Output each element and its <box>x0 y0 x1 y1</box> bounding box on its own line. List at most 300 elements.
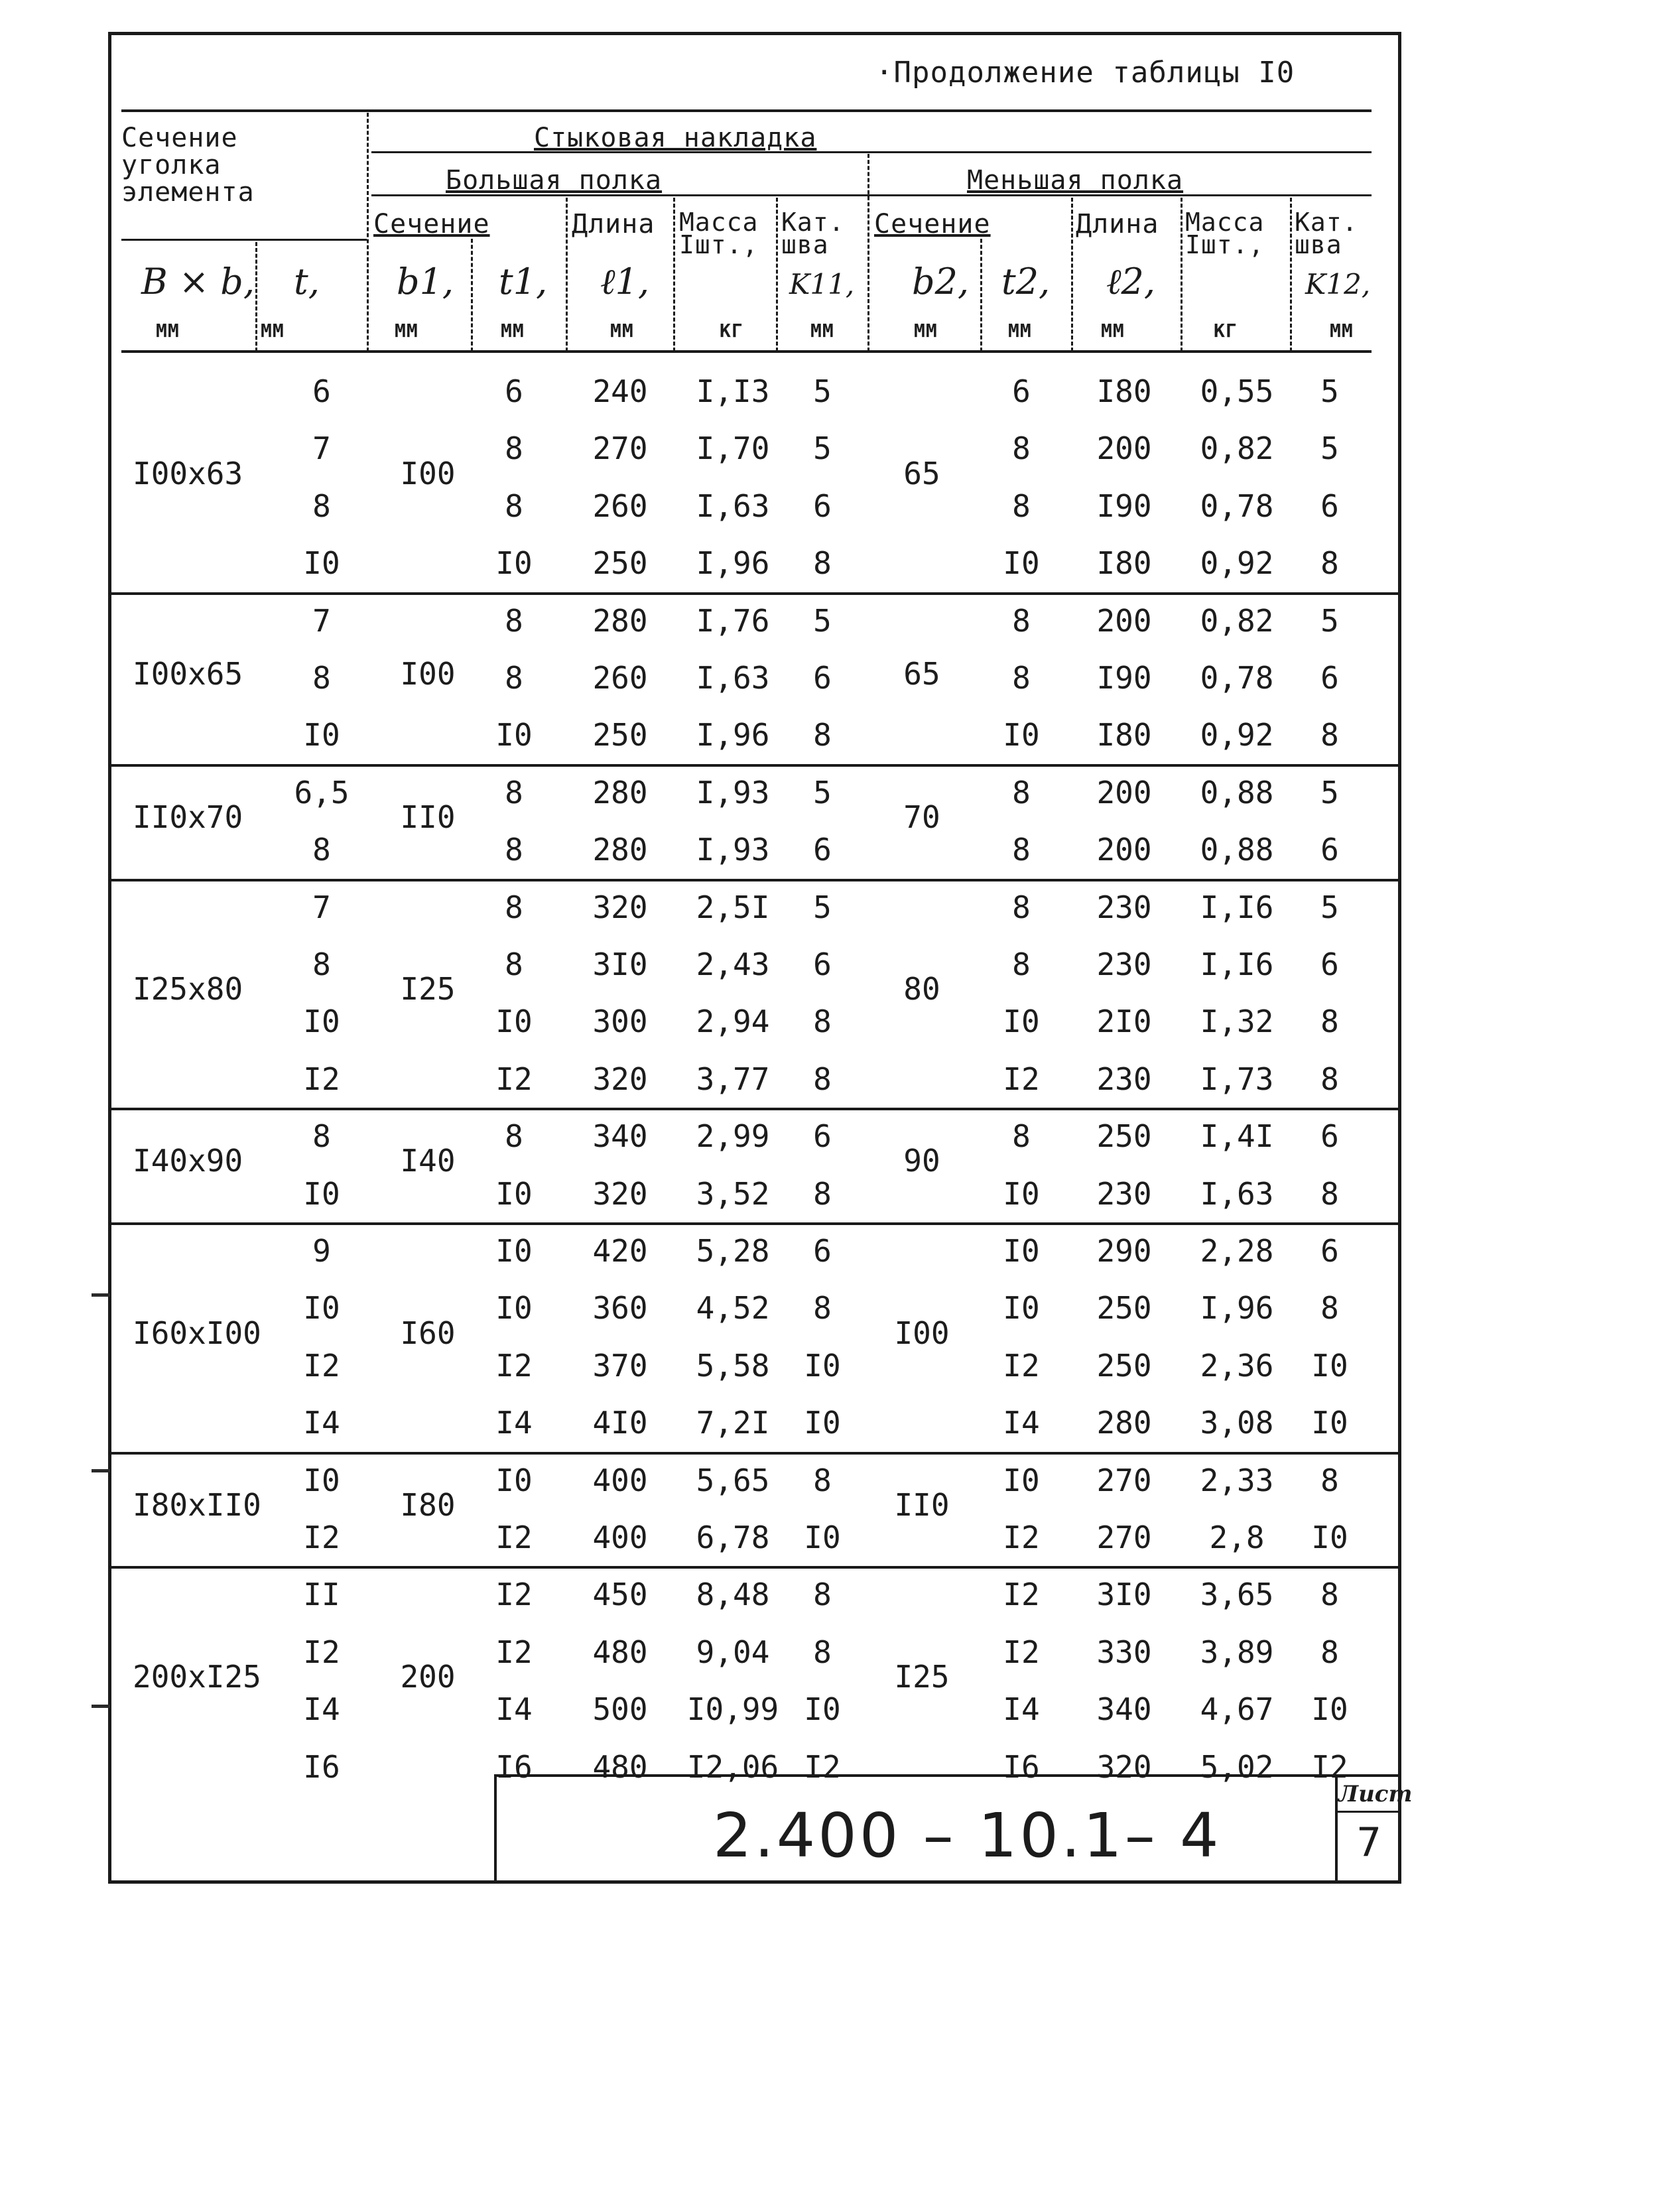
group-separator <box>111 1452 1398 1455</box>
cell-l1: 480 <box>592 1634 648 1670</box>
unit-bxb: ММ <box>156 320 180 342</box>
section-label-bottom <box>121 239 367 241</box>
cell-t2: I0 <box>1003 1233 1040 1269</box>
angle-section-cell: I80xII0 <box>133 1486 261 1523</box>
cell-m2: 0,92 <box>1200 717 1274 753</box>
cell-l1: 320 <box>592 889 648 925</box>
unit-b1: ММ <box>395 320 418 342</box>
cell-m2: 2,28 <box>1200 1233 1274 1269</box>
cell-l1: 250 <box>592 717 648 753</box>
cell-t1: I0 <box>495 717 533 753</box>
unit-t: ММ <box>261 320 285 342</box>
cell-t2: I4 <box>1003 1405 1040 1441</box>
header-bottom-line <box>121 350 1372 353</box>
cell-l2: 290 <box>1096 1233 1152 1269</box>
cell-t: I0 <box>303 1004 340 1040</box>
cell-l2: 270 <box>1096 1520 1152 1555</box>
cell-t1: I2 <box>495 1061 533 1097</box>
cell-l1: 320 <box>592 1061 648 1097</box>
cell-l1: 240 <box>592 373 648 409</box>
cell-l1: 360 <box>592 1290 648 1327</box>
stamp-top-line <box>494 1774 1401 1777</box>
cell-t: I0 <box>303 1290 340 1327</box>
cell-k2: 6 <box>1320 946 1339 982</box>
cell-m2: I,73 <box>1200 1061 1274 1097</box>
cell-k1: 5 <box>813 602 832 639</box>
cell-k1: I0 <box>804 1520 841 1555</box>
section-label: Сечение уголка элемента <box>121 123 255 208</box>
cell-t2: I0 <box>1003 545 1040 582</box>
cell-l2: 270 <box>1096 1462 1152 1498</box>
group-separator <box>111 1108 1398 1110</box>
angle-section-cell: I25x80 <box>133 971 243 1008</box>
cell-m2: 2,33 <box>1200 1462 1274 1498</box>
cell-k2: 8 <box>1320 717 1339 753</box>
cell-t1: I0 <box>495 1175 533 1212</box>
unit-b2: ММ <box>914 320 938 342</box>
cell-t2: 8 <box>1012 774 1031 811</box>
cell-t2: I2 <box>1003 1634 1040 1670</box>
large-flange-width-cell: I00 <box>400 656 456 692</box>
cell-l1: 270 <box>592 430 648 467</box>
cell-t1: I6 <box>495 1748 533 1785</box>
cell-l2: 230 <box>1096 889 1152 925</box>
sym-bxb: B × b, <box>141 261 255 302</box>
cell-k2: 5 <box>1320 373 1339 409</box>
cell-t: 8 <box>312 488 331 524</box>
large-flange-header: Большая полка <box>446 165 663 196</box>
cell-m2: I,96 <box>1200 1290 1274 1327</box>
cell-t1: 8 <box>505 602 523 639</box>
cell-m2: 0,78 <box>1200 488 1274 524</box>
cell-k2: 5 <box>1320 889 1339 925</box>
cell-k1: 5 <box>813 430 832 467</box>
cell-m2: I,I6 <box>1200 946 1274 982</box>
sep-b2-t2 <box>980 239 982 352</box>
cell-l2: I80 <box>1096 545 1152 582</box>
unit-l1: ММ <box>610 320 634 342</box>
angle-section-cell: I40x90 <box>133 1143 243 1179</box>
small-flange-width-cell: I25 <box>894 1659 950 1695</box>
cell-l2: 320 <box>1096 1748 1152 1785</box>
cell-l1: 500 <box>592 1691 648 1728</box>
cell-l1: 250 <box>592 545 648 582</box>
small-mass-sub: Масса Iшт., <box>1185 208 1265 259</box>
cell-t2: I4 <box>1003 1691 1040 1728</box>
sep-label-plate <box>367 113 369 352</box>
cell-l1: 340 <box>592 1118 648 1155</box>
sep-t2-l2 <box>1071 198 1073 352</box>
cell-t2: I0 <box>1003 1462 1040 1498</box>
cell-l2: I80 <box>1096 373 1152 409</box>
cell-m2: 2,36 <box>1200 1347 1274 1384</box>
group-separator <box>111 1222 1398 1225</box>
sep-l2-m2 <box>1181 198 1183 352</box>
cell-t: 6 <box>312 373 331 409</box>
cell-m2: 0,78 <box>1200 660 1274 696</box>
cell-k1: I0 <box>804 1405 841 1441</box>
cell-m1: I,I3 <box>696 373 770 409</box>
cell-t: I2 <box>303 1347 340 1384</box>
cell-l2: 200 <box>1096 774 1152 811</box>
cell-k1: 6 <box>813 1233 832 1269</box>
cell-k2: 8 <box>1320 1577 1339 1613</box>
sym-l2: ℓ2, <box>1106 261 1156 302</box>
sym-b2: b2, <box>912 261 970 302</box>
binding-mark-1 <box>92 1293 110 1297</box>
cell-m2: I,63 <box>1200 1175 1274 1212</box>
large-flange-width-cell: I60 <box>400 1315 456 1351</box>
small-flange-width-cell: 65 <box>903 455 940 491</box>
unit-k1: ММ <box>810 320 834 342</box>
cell-m2: 4,67 <box>1200 1691 1274 1728</box>
cell-t1: I4 <box>495 1405 533 1441</box>
small-flange-header: Меньшая полка <box>967 165 1184 196</box>
cell-k2: 6 <box>1320 1118 1339 1155</box>
group-separator <box>111 592 1398 595</box>
cell-l2: 230 <box>1096 1061 1152 1097</box>
cell-m2: 0,88 <box>1200 774 1274 811</box>
unit-m2: КГ <box>1214 320 1238 342</box>
cell-t: I4 <box>303 1405 340 1441</box>
cell-t: I4 <box>303 1691 340 1728</box>
cell-m1: I,76 <box>696 602 770 639</box>
cell-t1: 8 <box>505 832 523 868</box>
cell-k2: 8 <box>1320 1004 1339 1040</box>
unit-t1: ММ <box>501 320 525 342</box>
cell-t: 7 <box>312 889 331 925</box>
cell-l1: 480 <box>592 1748 648 1785</box>
cell-l2: 250 <box>1096 1290 1152 1327</box>
large-flange-width-cell: I25 <box>400 971 456 1008</box>
sym-k12: K12, <box>1305 268 1371 300</box>
cell-l1: 260 <box>592 660 648 696</box>
cell-t1: 8 <box>505 660 523 696</box>
cell-m1: 8,48 <box>696 1577 770 1613</box>
header-line-2 <box>371 151 1372 153</box>
cell-t: I6 <box>303 1748 340 1785</box>
sheet-number: 7 <box>1356 1819 1382 1866</box>
cell-t1: 8 <box>505 946 523 982</box>
cell-m1: I,63 <box>696 488 770 524</box>
cell-k2: 8 <box>1320 1462 1339 1498</box>
unit-t2: ММ <box>1008 320 1032 342</box>
cell-l2: 250 <box>1096 1347 1152 1384</box>
cell-t2: I2 <box>1003 1520 1040 1555</box>
sep-large-small <box>867 154 869 352</box>
cell-t: 8 <box>312 946 331 982</box>
angle-section-cell: 200xI25 <box>133 1659 261 1695</box>
cell-m2: 0,55 <box>1200 373 1274 409</box>
cell-t: 8 <box>312 1118 331 1155</box>
cell-k2: 6 <box>1320 660 1339 696</box>
cell-m1: I,96 <box>696 545 770 582</box>
cell-t: II <box>303 1577 340 1613</box>
cell-k1: 5 <box>813 889 832 925</box>
cell-l2: I80 <box>1096 717 1152 753</box>
cell-m2: 0,88 <box>1200 832 1274 868</box>
cell-m1: I,96 <box>696 717 770 753</box>
sym-l1: ℓ1, <box>600 261 650 302</box>
cell-l2: 340 <box>1096 1691 1152 1728</box>
small-flange-width-cell: 70 <box>903 799 940 835</box>
cell-m1: I,93 <box>696 774 770 811</box>
cell-t2: 8 <box>1012 889 1031 925</box>
cell-k1: 8 <box>813 1462 832 1498</box>
cell-t2: 8 <box>1012 430 1031 467</box>
cell-l2: I90 <box>1096 488 1152 524</box>
cell-l2: 250 <box>1096 1118 1152 1155</box>
cell-k2: 6 <box>1320 1233 1339 1269</box>
header-top-line <box>121 109 1372 112</box>
cell-m2: I,32 <box>1200 1004 1274 1040</box>
cell-k1: 8 <box>813 1290 832 1327</box>
cell-l1: 300 <box>592 1004 648 1040</box>
cell-m2: I,4I <box>1200 1118 1274 1155</box>
cell-t: 8 <box>312 660 331 696</box>
cell-m1: I0,99 <box>686 1691 779 1728</box>
large-length-sub: Длина <box>572 209 655 239</box>
cell-m2: 3,89 <box>1200 1634 1274 1670</box>
cell-m1: 2,5I <box>696 889 770 925</box>
cell-k2: 5 <box>1320 430 1339 467</box>
cell-m1: 2,99 <box>696 1118 770 1155</box>
cell-l1: 400 <box>592 1520 648 1555</box>
cell-m1: 3,77 <box>696 1061 770 1097</box>
cell-m1: 5,28 <box>696 1233 770 1269</box>
cell-k1: I2 <box>804 1748 841 1785</box>
cell-m2: 0,82 <box>1200 430 1274 467</box>
cell-m1: 5,65 <box>696 1462 770 1498</box>
cell-t: I0 <box>303 1175 340 1212</box>
cell-t1: I0 <box>495 1462 533 1498</box>
small-flange-width-cell: 65 <box>903 656 940 692</box>
group-separator <box>111 764 1398 767</box>
cell-l2: 200 <box>1096 832 1152 868</box>
cell-l2: 230 <box>1096 1175 1152 1212</box>
cell-k1: 5 <box>813 373 832 409</box>
cell-t1: I4 <box>495 1691 533 1728</box>
cell-t: 8 <box>312 832 331 868</box>
cell-l1: 280 <box>592 832 648 868</box>
cell-k2: 6 <box>1320 832 1339 868</box>
cell-k1: 6 <box>813 488 832 524</box>
cell-t: I0 <box>303 545 340 582</box>
cell-t2: I6 <box>1003 1748 1040 1785</box>
small-section-sub: Сечение <box>874 209 991 239</box>
large-flange-width-cell: I80 <box>400 1486 456 1523</box>
cell-m2: I,I6 <box>1200 889 1274 925</box>
cell-t2: I2 <box>1003 1061 1040 1097</box>
cell-l1: 420 <box>592 1233 648 1269</box>
binding-mark-3 <box>92 1705 110 1708</box>
cell-t1: I2 <box>495 1634 533 1670</box>
cell-k2: 8 <box>1320 1634 1339 1670</box>
cell-k1: 6 <box>813 1118 832 1155</box>
cell-t1: I2 <box>495 1347 533 1384</box>
large-flange-width-cell: II0 <box>400 799 456 835</box>
cell-t: I2 <box>303 1634 340 1670</box>
cell-t2: 8 <box>1012 832 1031 868</box>
cell-m1: 5,58 <box>696 1347 770 1384</box>
cell-t: 7 <box>312 602 331 639</box>
angle-section-cell: I60xI00 <box>133 1315 261 1351</box>
sep-t1-l1 <box>566 198 568 352</box>
cell-t: I0 <box>303 1462 340 1498</box>
cell-m1: 6,78 <box>696 1520 770 1555</box>
cell-l2: 2I0 <box>1096 1004 1152 1040</box>
cell-k1: 8 <box>813 545 832 582</box>
cell-k1: 6 <box>813 660 832 696</box>
large-section-sub: Сечение <box>373 209 490 239</box>
cell-k1: I0 <box>804 1347 841 1384</box>
unit-l2: ММ <box>1101 320 1125 342</box>
sep-b1-t1 <box>471 239 473 352</box>
cell-t2: I2 <box>1003 1577 1040 1613</box>
cell-l2: 280 <box>1096 1405 1152 1441</box>
small-length-sub: Длина <box>1076 209 1159 239</box>
cell-l1: 280 <box>592 602 648 639</box>
cell-k2: 8 <box>1320 545 1339 582</box>
sheet-label: Лист <box>1338 1781 1413 1807</box>
cell-k2: I2 <box>1311 1748 1348 1785</box>
angle-section-cell: I00x63 <box>133 455 243 491</box>
cell-t2: I0 <box>1003 1004 1040 1040</box>
cell-t1: I0 <box>495 545 533 582</box>
sheet-box-divider <box>1335 1811 1398 1813</box>
cell-m2: 5,02 <box>1200 1748 1274 1785</box>
cell-t: I2 <box>303 1520 340 1555</box>
cell-l1: 3I0 <box>592 946 648 982</box>
cell-l1: 320 <box>592 1175 648 1212</box>
sep-section-t <box>255 242 257 352</box>
cell-k1: 8 <box>813 1061 832 1097</box>
cell-t1: 8 <box>505 889 523 925</box>
cell-t: I0 <box>303 717 340 753</box>
cell-k2: I0 <box>1311 1347 1348 1384</box>
unit-m1: КГ <box>720 320 743 342</box>
cell-t1: 8 <box>505 488 523 524</box>
large-flange-width-cell: I00 <box>400 455 456 491</box>
cell-t2: I2 <box>1003 1347 1040 1384</box>
cell-t2: I0 <box>1003 717 1040 753</box>
cell-k2: I0 <box>1311 1691 1348 1728</box>
cell-l1: 450 <box>592 1577 648 1613</box>
joint-plate-header: Стыковая накладка <box>534 123 817 153</box>
cell-k1: 8 <box>813 1577 832 1613</box>
sym-k11: K11, <box>789 268 855 300</box>
large-flange-width-cell: 200 <box>400 1659 456 1695</box>
cell-t2: I0 <box>1003 1175 1040 1212</box>
angle-section-cell: II0x70 <box>133 799 243 835</box>
cell-t: 6,5 <box>294 774 350 811</box>
cell-l2: 330 <box>1096 1634 1152 1670</box>
cell-m2: 3,65 <box>1200 1577 1274 1613</box>
cell-t: 9 <box>312 1233 331 1269</box>
cell-m1: 2,94 <box>696 1004 770 1040</box>
cell-l1: 280 <box>592 774 648 811</box>
cell-k1: 8 <box>813 717 832 753</box>
cell-k1: 8 <box>813 1004 832 1040</box>
small-flange-width-cell: II0 <box>894 1486 950 1523</box>
cell-t2: 8 <box>1012 660 1031 696</box>
sym-t2: t2, <box>1001 261 1051 302</box>
small-flange-width-cell: 90 <box>903 1143 940 1179</box>
cell-l2: 3I0 <box>1096 1577 1152 1613</box>
cell-m2: 0,82 <box>1200 602 1274 639</box>
cell-t1: 8 <box>505 430 523 467</box>
cell-m1: I2,06 <box>686 1748 779 1785</box>
cell-k2: 8 <box>1320 1061 1339 1097</box>
sym-b1: b1, <box>397 261 454 302</box>
cell-t1: I2 <box>495 1520 533 1555</box>
sym-t1: t1, <box>499 261 548 302</box>
cell-m1: I,70 <box>696 430 770 467</box>
sep-l1-m1 <box>673 198 675 352</box>
cell-k1: 6 <box>813 946 832 982</box>
small-flange-width-cell: I00 <box>894 1315 950 1351</box>
cell-m2: 3,08 <box>1200 1405 1274 1441</box>
cell-t2: 8 <box>1012 602 1031 639</box>
large-weld-sub: Кат. шва <box>781 208 845 259</box>
cell-t1: I0 <box>495 1290 533 1327</box>
cell-k2: 8 <box>1320 1175 1339 1212</box>
unit-k2: ММ <box>1330 320 1354 342</box>
cell-m1: 4,52 <box>696 1290 770 1327</box>
group-separator <box>111 879 1398 881</box>
cell-l2: 230 <box>1096 946 1152 982</box>
cell-m1: 2,43 <box>696 946 770 982</box>
cell-m2: 2,8 <box>1209 1520 1265 1555</box>
cell-l2: I90 <box>1096 660 1152 696</box>
cell-l1: 400 <box>592 1462 648 1498</box>
cell-k2: 8 <box>1320 1290 1339 1327</box>
cell-k1: 8 <box>813 1175 832 1212</box>
cell-l2: 200 <box>1096 602 1152 639</box>
cell-k2: 5 <box>1320 602 1339 639</box>
cell-m1: 7,2I <box>696 1405 770 1441</box>
table-continuation-title: ·Продолжение таблицы I0 <box>875 56 1295 90</box>
cell-l1: 260 <box>592 488 648 524</box>
cell-t1: 6 <box>505 373 523 409</box>
large-flange-width-cell: I40 <box>400 1143 456 1179</box>
cell-t2: 8 <box>1012 1118 1031 1155</box>
cell-l1: 4I0 <box>592 1405 648 1441</box>
cell-k1: 8 <box>813 1634 832 1670</box>
small-flange-width-cell: 80 <box>903 971 940 1008</box>
binding-mark-2 <box>92 1469 110 1472</box>
sep-m2-k2 <box>1290 198 1292 352</box>
cell-k1: 6 <box>813 832 832 868</box>
cell-t2: 8 <box>1012 488 1031 524</box>
cell-m1: 3,52 <box>696 1175 770 1212</box>
stamp-left-line <box>494 1774 497 1884</box>
cell-l1: 370 <box>592 1347 648 1384</box>
cell-l2: 200 <box>1096 430 1152 467</box>
large-mass-sub: Масса Iшт., <box>679 208 759 259</box>
cell-k2: 5 <box>1320 774 1339 811</box>
cell-t1: 8 <box>505 774 523 811</box>
cell-m1: I,63 <box>696 660 770 696</box>
cell-k1: I0 <box>804 1691 841 1728</box>
group-separator <box>111 1566 1398 1569</box>
cell-k2: I0 <box>1311 1520 1348 1555</box>
cell-k2: 6 <box>1320 488 1339 524</box>
cell-k1: 5 <box>813 774 832 811</box>
angle-section-cell: I00x65 <box>133 656 243 692</box>
cell-t1: I0 <box>495 1004 533 1040</box>
cell-t1: 8 <box>505 1118 523 1155</box>
